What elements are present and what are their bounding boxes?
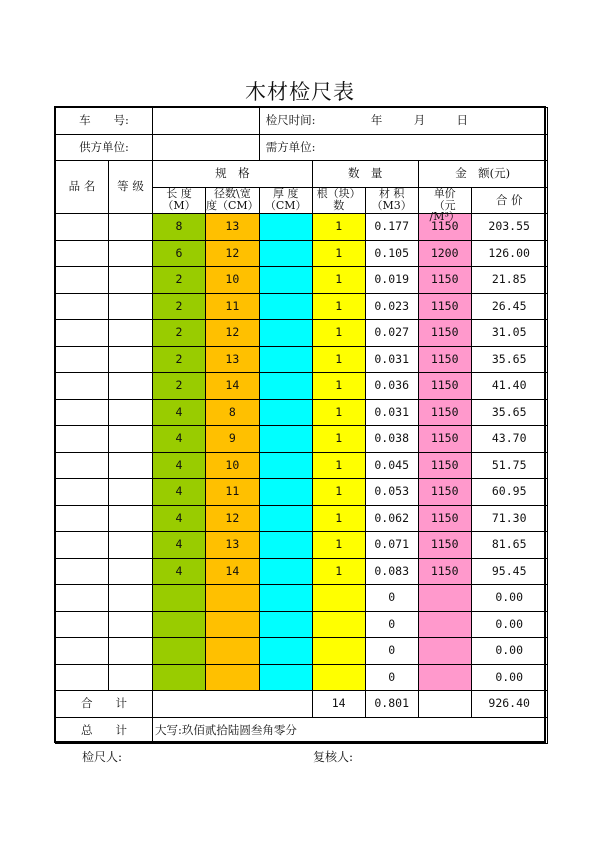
diameter-cell[interactable]: 12 xyxy=(206,240,260,267)
diameter-cell[interactable]: 12 xyxy=(206,505,260,532)
grade-cell[interactable] xyxy=(109,240,153,267)
volume-cell[interactable]: 0.045 xyxy=(365,452,418,479)
unit-price-cell[interactable] xyxy=(418,664,471,691)
count-cell[interactable]: 1 xyxy=(312,426,365,453)
thickness-cell[interactable] xyxy=(259,320,312,347)
unit-price-cell[interactable]: 1150 xyxy=(418,373,471,400)
thickness-cell[interactable] xyxy=(259,426,312,453)
count-cell[interactable]: 1 xyxy=(312,558,365,585)
grand-total-label: 总 计 xyxy=(56,717,153,744)
table-row xyxy=(56,479,548,506)
volume-cell[interactable]: 0.019 xyxy=(365,267,418,294)
product-cell[interactable] xyxy=(56,532,109,559)
length-cell[interactable]: 2 xyxy=(153,267,206,294)
length-cell[interactable]: 2 xyxy=(153,320,206,347)
grade-cell[interactable] xyxy=(109,373,153,400)
diameter-cell[interactable]: 13 xyxy=(206,532,260,559)
product-header: 品 名 xyxy=(56,161,109,214)
grand-total-row xyxy=(56,717,548,744)
total-price-cell[interactable]: 203.55 xyxy=(471,214,547,241)
page-title: 木材检尺表 xyxy=(245,80,355,104)
amount-header: 金 额(元) xyxy=(418,161,547,188)
total-price-cell[interactable]: 41.40 xyxy=(471,373,547,400)
grade-cell[interactable] xyxy=(109,346,153,373)
year-label: 年 xyxy=(370,113,383,128)
table-row xyxy=(56,611,548,638)
product-cell[interactable] xyxy=(56,399,109,426)
diameter-cell[interactable]: 14 xyxy=(206,373,260,400)
thickness-cell[interactable] xyxy=(259,452,312,479)
diameter-cell[interactable] xyxy=(206,638,260,665)
grade-cell[interactable] xyxy=(109,320,153,347)
car-no-value[interactable] xyxy=(153,108,260,135)
product-cell[interactable] xyxy=(56,214,109,241)
unit-price-cell[interactable]: 1150 xyxy=(418,293,471,320)
check-time-label: 检尺时间: xyxy=(265,113,316,128)
table-row xyxy=(56,558,548,585)
total-price-cell[interactable]: 43.70 xyxy=(471,426,547,453)
table-row xyxy=(56,505,548,532)
grade-cell[interactable] xyxy=(109,505,153,532)
unit-price-cell[interactable]: 1150 xyxy=(418,267,471,294)
volume-cell[interactable]: 0 xyxy=(365,638,418,665)
count-cell[interactable] xyxy=(312,611,365,638)
volume-cell[interactable]: 0.105 xyxy=(365,240,418,267)
product-cell[interactable] xyxy=(56,611,109,638)
unit-price-cell[interactable]: 1150 xyxy=(418,558,471,585)
product-cell[interactable] xyxy=(56,479,109,506)
length-cell[interactable] xyxy=(153,664,206,691)
total-price-cell[interactable]: 26.45 xyxy=(471,293,547,320)
length-cell[interactable]: 2 xyxy=(153,373,206,400)
table-row xyxy=(56,240,548,267)
length-cell[interactable]: 4 xyxy=(153,505,206,532)
total-price-cell[interactable]: 81.65 xyxy=(471,532,547,559)
subtotal-spec-empty xyxy=(153,691,313,718)
thickness-cell[interactable] xyxy=(259,585,312,612)
subtotal-label: 合 计 xyxy=(56,691,153,718)
volume-cell[interactable]: 0.062 xyxy=(365,505,418,532)
diameter-cell[interactable] xyxy=(206,585,260,612)
thickness-cell[interactable] xyxy=(259,267,312,294)
unit-price-cell[interactable]: 1150 xyxy=(418,505,471,532)
table-row xyxy=(56,399,548,426)
product-cell[interactable] xyxy=(56,426,109,453)
table-row xyxy=(56,532,548,559)
count-cell[interactable]: 1 xyxy=(312,452,365,479)
volume-header: 材 积 （M3） xyxy=(365,187,418,214)
thickness-cell[interactable] xyxy=(259,638,312,665)
count-cell[interactable] xyxy=(312,585,365,612)
unit-price-cell[interactable]: 1200 xyxy=(418,240,471,267)
grade-cell[interactable] xyxy=(109,452,153,479)
diameter-header: 径数\宽 度（CM） xyxy=(206,186,259,213)
volume-cell[interactable]: 0.027 xyxy=(365,320,418,347)
unit-price-cell[interactable] xyxy=(418,585,471,612)
total-price-cell[interactable]: 95.45 xyxy=(471,558,547,585)
check-time-cell[interactable] xyxy=(259,108,547,135)
length-cell[interactable]: 4 xyxy=(153,558,206,585)
volume-cell[interactable]: 0.036 xyxy=(365,373,418,400)
subtotal-count: 14 xyxy=(312,691,365,718)
volume-cell[interactable]: 0.038 xyxy=(365,426,418,453)
table-row xyxy=(56,638,548,665)
count-cell[interactable]: 1 xyxy=(312,479,365,506)
table-row xyxy=(56,585,548,612)
grade-cell[interactable] xyxy=(109,558,153,585)
buyer-cell[interactable] xyxy=(259,134,547,161)
supplier-label: 供方单位: xyxy=(56,134,153,161)
total-price-cell[interactable]: 71.30 xyxy=(471,505,547,532)
month-label: 月 xyxy=(413,113,426,128)
count-cell[interactable]: 1 xyxy=(312,267,365,294)
thickness-cell[interactable] xyxy=(259,558,312,585)
length-cell[interactable]: 4 xyxy=(153,426,206,453)
product-cell[interactable] xyxy=(56,346,109,373)
grade-cell[interactable] xyxy=(109,585,153,612)
grade-cell[interactable] xyxy=(109,267,153,294)
product-cell[interactable] xyxy=(56,558,109,585)
diameter-cell[interactable]: 13 xyxy=(206,346,260,373)
reviewer-label: 复核人: xyxy=(313,750,354,764)
timber-measurement-table xyxy=(55,107,548,744)
supplier-value[interactable] xyxy=(153,134,260,161)
spec-header: 规 格 xyxy=(153,161,313,188)
table-row xyxy=(56,267,548,294)
grade-cell[interactable] xyxy=(109,214,153,241)
unit-price-cell[interactable] xyxy=(418,638,471,665)
count-cell[interactable]: 1 xyxy=(312,346,365,373)
count-cell[interactable]: 1 xyxy=(312,399,365,426)
buyer-label: 需方单位: xyxy=(265,139,316,154)
count-cell[interactable]: 1 xyxy=(312,373,365,400)
product-cell[interactable] xyxy=(56,320,109,347)
grade-cell[interactable] xyxy=(109,664,153,691)
unit-price-cell[interactable]: 1150 xyxy=(418,399,471,426)
grade-header: 等 级 xyxy=(109,161,153,214)
thickness-cell[interactable] xyxy=(259,240,312,267)
count-cell[interactable]: 1 xyxy=(312,240,365,267)
table-row xyxy=(56,346,548,373)
diameter-cell[interactable]: 13 xyxy=(206,214,260,241)
diameter-cell[interactable]: 10 xyxy=(206,452,260,479)
thickness-cell[interactable] xyxy=(259,611,312,638)
subtotal-total: 926.40 xyxy=(471,691,547,718)
length-cell[interactable]: 4 xyxy=(153,452,206,479)
length-cell[interactable]: 6 xyxy=(153,240,206,267)
total-price-cell[interactable]: 21.85 xyxy=(471,267,547,294)
length-cell[interactable]: 4 xyxy=(153,532,206,559)
total-price-cell[interactable]: 35.65 xyxy=(471,346,547,373)
total-price-cell[interactable]: 126.00 xyxy=(471,240,547,267)
total-price-cell[interactable]: 0.00 xyxy=(471,585,547,612)
unit-price-header: 单价 （元 xyxy=(418,187,471,214)
count-cell[interactable] xyxy=(312,638,365,665)
grade-cell[interactable] xyxy=(109,479,153,506)
count-cell[interactable]: 1 xyxy=(312,214,365,241)
header-row-car xyxy=(56,108,548,135)
diameter-cell[interactable]: 9 xyxy=(206,426,260,453)
diameter-cell[interactable]: 14 xyxy=(206,558,260,585)
subtotal-price-empty xyxy=(418,691,471,718)
table-row xyxy=(56,426,548,453)
diameter-cell[interactable] xyxy=(206,611,260,638)
grade-cell[interactable] xyxy=(109,638,153,665)
length-cell[interactable]: 2 xyxy=(153,346,206,373)
count-cell[interactable]: 1 xyxy=(312,505,365,532)
volume-cell[interactable]: 0.031 xyxy=(365,346,418,373)
thickness-header: 厚 度 （CM） xyxy=(259,187,312,214)
unit-price-cell[interactable]: 1150 xyxy=(418,346,471,373)
thickness-cell[interactable] xyxy=(259,373,312,400)
day-label: 日 xyxy=(456,113,468,128)
count-cell[interactable]: 1 xyxy=(312,320,365,347)
table-row xyxy=(56,293,548,320)
header-row-parties xyxy=(56,134,548,161)
length-cell[interactable]: 4 xyxy=(153,479,206,506)
count-header: 根（块） 数 xyxy=(312,187,365,214)
diameter-cell[interactable]: 8 xyxy=(206,399,260,426)
grade-cell[interactable] xyxy=(109,611,153,638)
total-price-cell[interactable]: 60.95 xyxy=(471,479,547,506)
subtotal-row xyxy=(56,691,548,718)
unit-price-cell[interactable]: 1150 xyxy=(418,320,471,347)
thickness-cell[interactable] xyxy=(259,214,312,241)
count-cell[interactable]: 1 xyxy=(312,532,365,559)
volume-cell[interactable]: 0.053 xyxy=(365,479,418,506)
unit-price-cell[interactable]: 1150 xyxy=(418,479,471,506)
product-cell[interactable] xyxy=(56,585,109,612)
total-price-header: 合 价 xyxy=(471,187,547,214)
grade-cell[interactable] xyxy=(109,399,153,426)
subtotal-volume: 0.801 xyxy=(365,691,418,718)
column-group-row xyxy=(56,161,548,188)
volume-cell[interactable]: 0.083 xyxy=(365,558,418,585)
volume-cell[interactable]: 0 xyxy=(365,585,418,612)
diameter-cell[interactable]: 11 xyxy=(206,293,260,320)
volume-cell[interactable]: 0.023 xyxy=(365,293,418,320)
length-cell[interactable]: 2 xyxy=(153,293,206,320)
volume-cell[interactable]: 0.031 xyxy=(365,399,418,426)
product-cell[interactable] xyxy=(56,638,109,665)
total-price-cell[interactable]: 0.00 xyxy=(471,611,547,638)
table-row xyxy=(56,320,548,347)
table-row xyxy=(56,452,548,479)
count-cell[interactable] xyxy=(312,664,365,691)
length-cell[interactable]: 4 xyxy=(153,399,206,426)
thickness-cell[interactable] xyxy=(259,505,312,532)
volume-cell[interactable]: 0.177 xyxy=(365,214,418,241)
total-price-cell[interactable]: 51.75 xyxy=(471,452,547,479)
product-cell[interactable] xyxy=(56,267,109,294)
table-row xyxy=(56,373,548,400)
grand-total-words: 大写:玖佰贰拾陆圆叁角零分 xyxy=(153,717,548,744)
grade-cell[interactable] xyxy=(109,532,153,559)
volume-cell[interactable]: 0 xyxy=(365,664,418,691)
product-cell[interactable] xyxy=(56,240,109,267)
volume-cell[interactable]: 0.071 xyxy=(365,532,418,559)
thickness-cell[interactable] xyxy=(259,399,312,426)
table-row xyxy=(56,664,548,691)
unit-price-cell[interactable]: 1150 xyxy=(418,452,471,479)
table-row xyxy=(56,214,548,241)
product-cell[interactable] xyxy=(56,293,109,320)
product-cell[interactable] xyxy=(56,505,109,532)
unit-price-cell[interactable]: 1150 xyxy=(418,426,471,453)
total-price-cell[interactable]: 31.05 xyxy=(471,320,547,347)
car-no-label: 车 号: xyxy=(56,108,153,135)
length-cell[interactable] xyxy=(153,585,206,612)
unit-price-cell[interactable]: 1150 xyxy=(418,532,471,559)
product-cell[interactable] xyxy=(56,452,109,479)
unit-price-cell[interactable] xyxy=(418,611,471,638)
diameter-cell[interactable]: 12 xyxy=(206,320,260,347)
diameter-cell[interactable] xyxy=(206,664,260,691)
diameter-cell[interactable]: 10 xyxy=(206,267,260,294)
product-cell[interactable] xyxy=(56,373,109,400)
count-cell[interactable]: 1 xyxy=(312,293,365,320)
grade-cell[interactable] xyxy=(109,293,153,320)
length-cell[interactable] xyxy=(153,611,206,638)
inspector-label: 检尺人: xyxy=(82,750,123,764)
length-header: 长 度 （M） xyxy=(153,187,206,214)
quantity-header: 数 量 xyxy=(312,161,418,188)
thickness-cell[interactable] xyxy=(259,479,312,506)
total-price-cell[interactable]: 35.65 xyxy=(471,399,547,426)
thickness-cell[interactable] xyxy=(259,532,312,559)
thickness-cell[interactable] xyxy=(259,346,312,373)
thickness-cell[interactable] xyxy=(259,664,312,691)
total-price-cell[interactable]: 0.00 xyxy=(471,664,547,691)
unit-price-cell[interactable]: 1150 xyxy=(418,214,471,241)
diameter-cell[interactable]: 11 xyxy=(206,479,260,506)
length-cell[interactable] xyxy=(153,638,206,665)
length-cell[interactable]: 8 xyxy=(153,214,206,241)
product-cell[interactable] xyxy=(56,664,109,691)
grade-cell[interactable] xyxy=(109,426,153,453)
total-price-cell[interactable]: 0.00 xyxy=(471,638,547,665)
volume-cell[interactable]: 0 xyxy=(365,611,418,638)
thickness-cell[interactable] xyxy=(259,293,312,320)
